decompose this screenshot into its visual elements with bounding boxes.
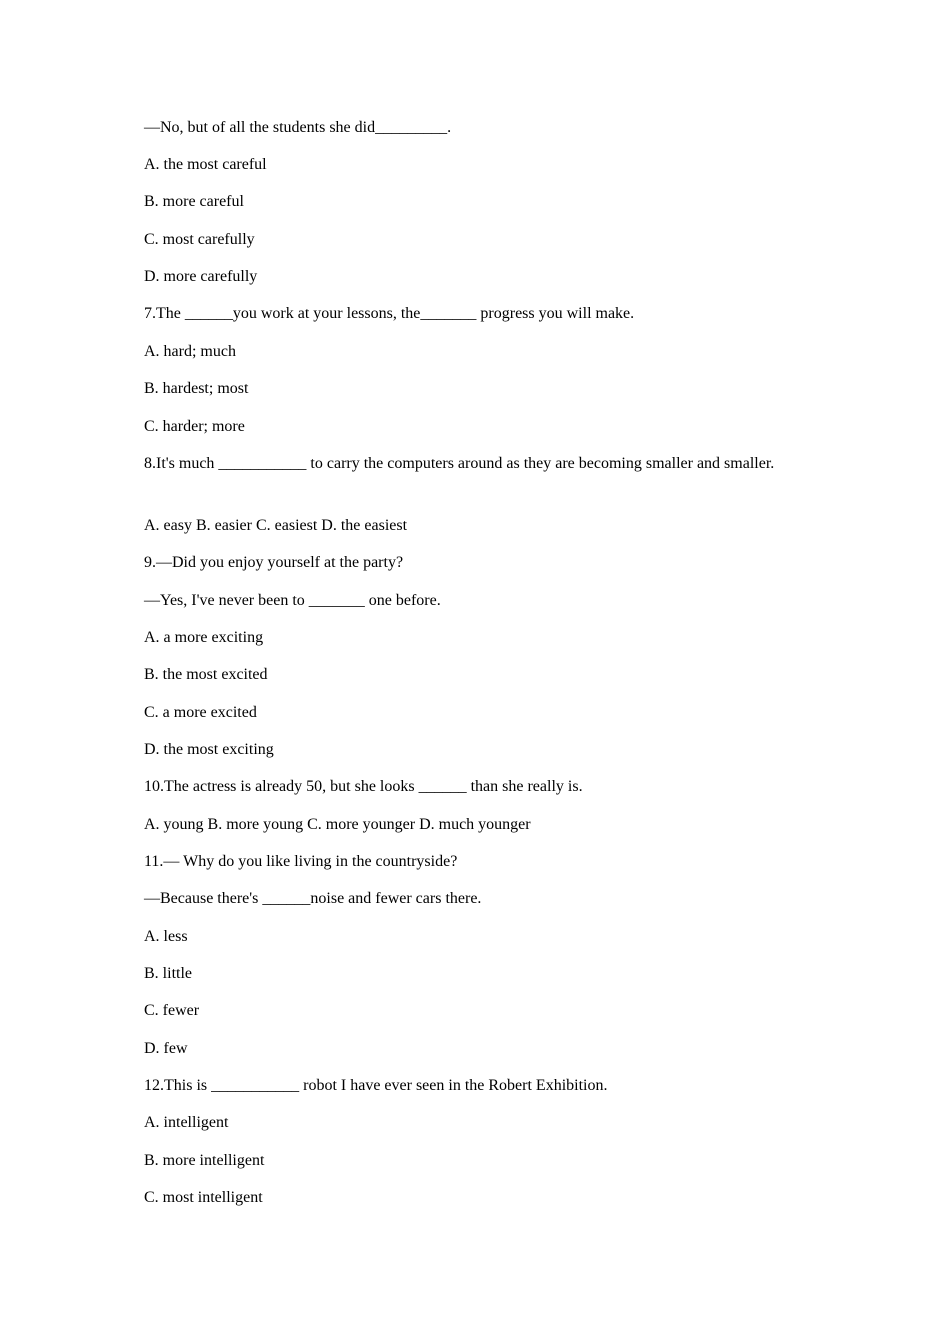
q7-option-a: A. hard; much (144, 343, 236, 360)
question-11-reply: —Because there's ______noise and fewer cars there. (144, 890, 482, 907)
question-7: 7.The ______you work at your lessons, the_______ progress you will make. (144, 305, 635, 322)
q6-option-b: B. more careful (144, 193, 244, 210)
q9-option-b: B. the most excited (144, 666, 268, 683)
q9-option-c: C. a more excited (144, 704, 257, 721)
question-10: 10.The actress is already 50, but she looks ______ than she really is. (144, 778, 583, 795)
q12-option-c: C. most intelligent (144, 1189, 263, 1206)
q9-option-a: A. a more exciting (144, 629, 264, 646)
question-9-reply: —Yes, I've never been to _______ one before. (144, 592, 441, 609)
q8-options: A. easy B. easier C. easiest D. the easiest (144, 517, 408, 534)
q6-option-a: A. the most careful (144, 156, 267, 173)
question-8: 8.It's much ___________ to carry the computers around as they are becoming smaller and smaller. (144, 455, 775, 472)
q11-option-a: A. less (144, 928, 188, 945)
question-12: 12.This is ___________ robot I have ever seen in the Robert Exhibition. (144, 1077, 608, 1094)
question-11: 11.— Why do you like living in the countryside? (144, 853, 458, 870)
q7-option-b: B. hardest; most (144, 380, 249, 397)
q9-option-d: D. the most exciting (144, 741, 274, 758)
q11-option-c: C. fewer (144, 1002, 200, 1019)
q7-option-c: C. harder; more (144, 418, 245, 435)
q6-option-c: C. most carefully (144, 231, 255, 248)
question-6-reply: —No, but of all the students she did_________. (144, 119, 452, 136)
q6-option-d: D. more carefully (144, 268, 258, 285)
q12-option-b: B. more intelligent (144, 1152, 265, 1169)
q12-option-a: A. intelligent (144, 1114, 229, 1131)
q11-option-d: D. few (144, 1040, 188, 1057)
q10-options: A. young B. more young C. more younger D. much younger (144, 816, 531, 833)
question-9: 9.—Did you enjoy yourself at the party? (144, 554, 404, 571)
q11-option-b: B. little (144, 965, 192, 982)
